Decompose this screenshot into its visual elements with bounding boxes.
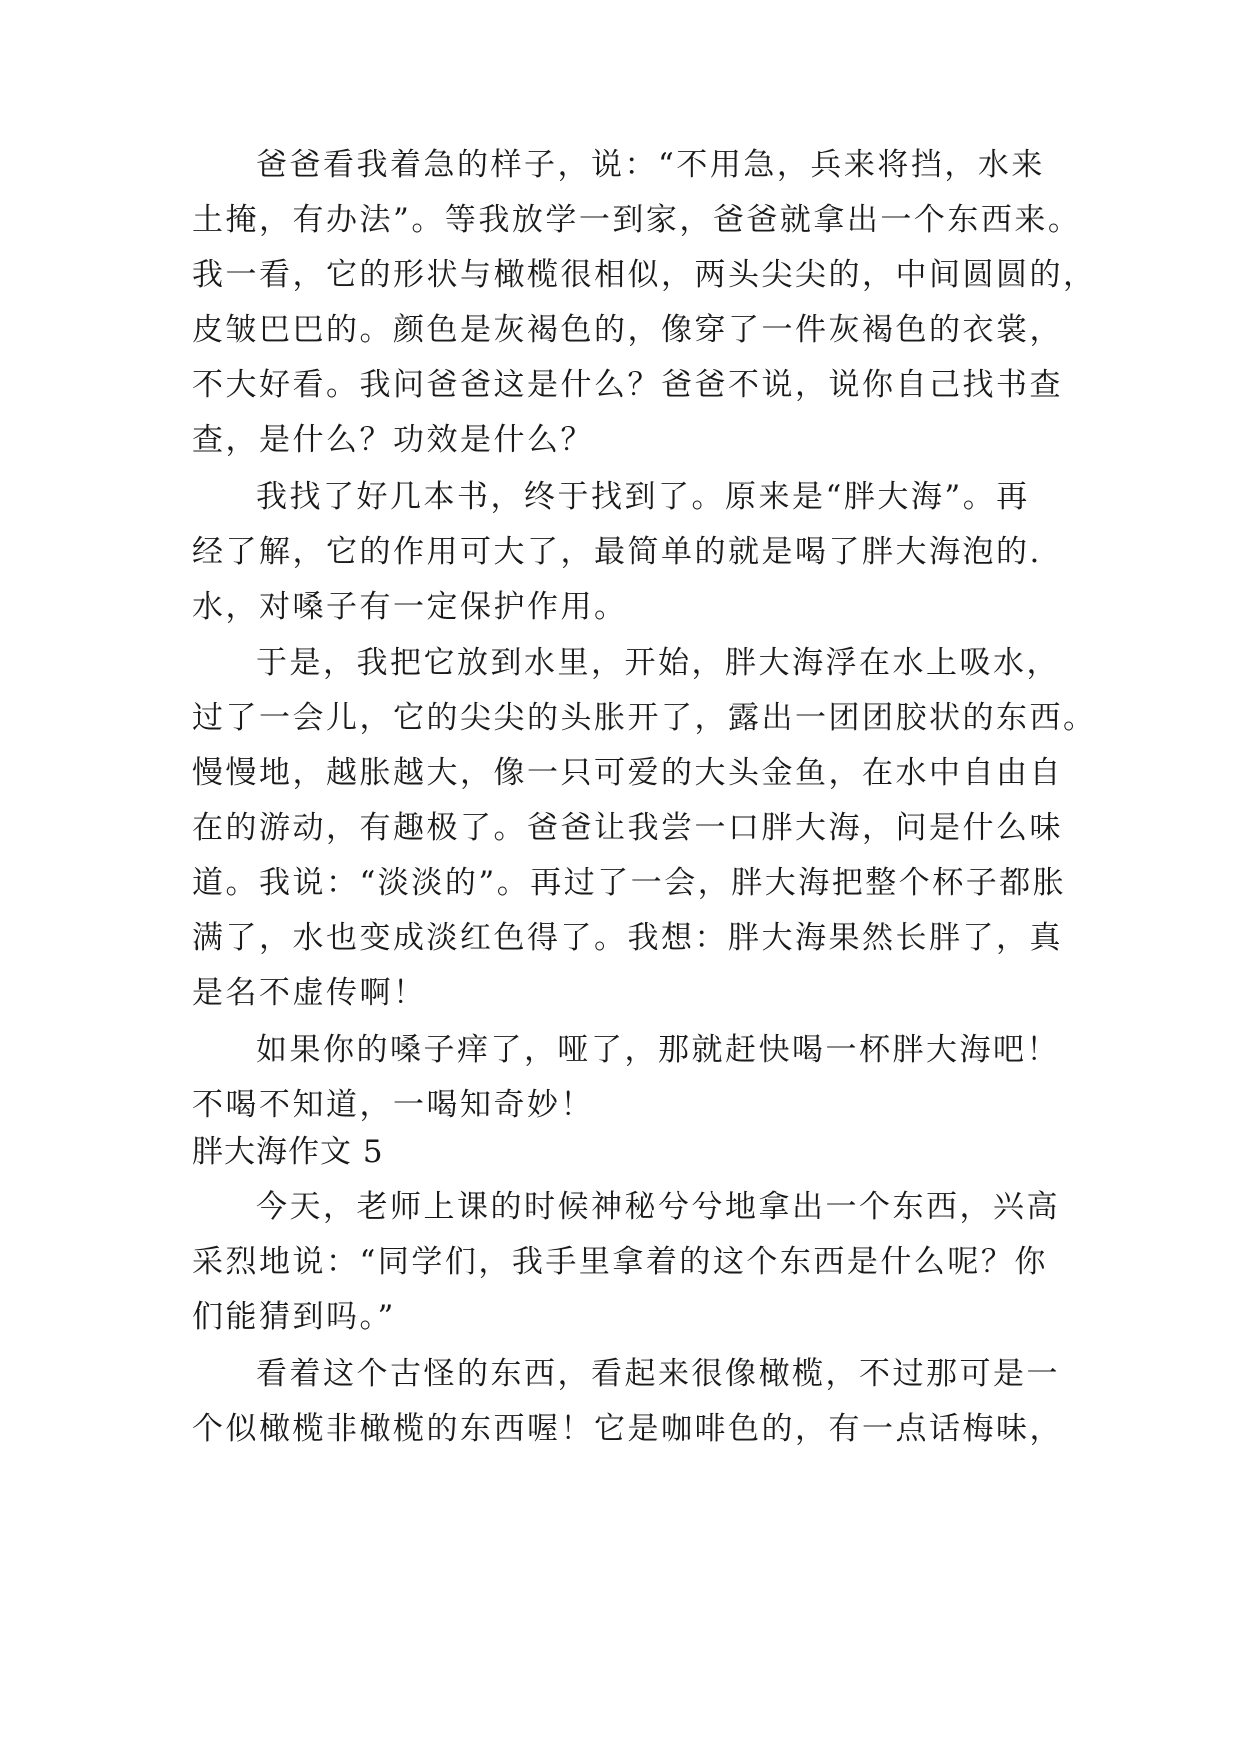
paragraph-line: 于是，我把它放到水里，开始，胖大海浮在水上吸水， (256, 645, 1060, 681)
paragraph-line: 个似橄榄非橄榄的东西喔！它是咖啡色的，有一点话梅味， (192, 1411, 1063, 1447)
paragraph-line: 我一看，它的形状与橄榄很相似，两头尖尖的，中间圆圆的， (192, 257, 1097, 293)
paragraph-line: 爸爸看我着急的样子，说：“不用急，兵来将挡，水来 (256, 147, 1045, 183)
paragraph-line: 是名不虚传啊！ (192, 975, 427, 1011)
paragraph-line: 看着这个古怪的东西，看起来很像橄榄，不过那可是一 (256, 1356, 1060, 1392)
paragraph-line: 不喝不知道，一喝知奇妙！ (192, 1087, 594, 1123)
paragraph-line: 今天，老师上课的时候神秘兮兮地拿出一个东西，兴高 (256, 1189, 1060, 1225)
paragraph-line: 如果你的嗓子痒了，哑了，那就赶快喝一杯胖大海吧！ (256, 1032, 1060, 1068)
paragraph-line: 过了一会儿，它的尖尖的头胀开了，露出一团团胶状的东西。 (192, 700, 1097, 736)
paragraph-line: 皮皱巴巴的。颜色是灰褐色的，像穿了一件灰褐色的衣裳， (192, 312, 1063, 348)
paragraph-line: 在的游动，有趣极了。爸爸让我尝一口胖大海，问是什么味 (192, 810, 1063, 846)
paragraph-line: 慢慢地，越胀越大，像一只可爱的大头金鱼，在水中自由自 (192, 755, 1063, 791)
paragraph-line: 我找了好几本书，终于找到了。原来是“胖大海”。再 (256, 479, 1030, 515)
section-heading: 胖大海作文 5 (192, 1134, 384, 1170)
paragraph-line: 道。我说：“淡淡的”。再过了一会，胖大海把整个杯子都胀 (192, 865, 1067, 901)
paragraph-line: 们能猜到吗。” (192, 1299, 396, 1335)
paragraph-line: 满了，水也变成淡红色得了。我想：胖大海果然长胖了，真 (192, 920, 1063, 956)
paragraph-line: 经了解，它的作用可大了，最简单的就是喝了胖大海泡的. (192, 534, 1042, 570)
paragraph-line: 水，对嗓子有一定保护作用。 (192, 589, 628, 625)
paragraph-line: 采烈地说：“同学们，我手里拿着的这个东西是什么呢？你 (192, 1244, 1048, 1280)
paragraph-line: 查，是什么？功效是什么？ (192, 422, 594, 458)
paragraph-line: 土掩，有办法”。等我放学一到家，爸爸就拿出一个东西来。 (192, 202, 1082, 238)
paragraph-line: 不大好看。我问爸爸这是什么？爸爸不说，说你自己找书查 (192, 367, 1063, 403)
